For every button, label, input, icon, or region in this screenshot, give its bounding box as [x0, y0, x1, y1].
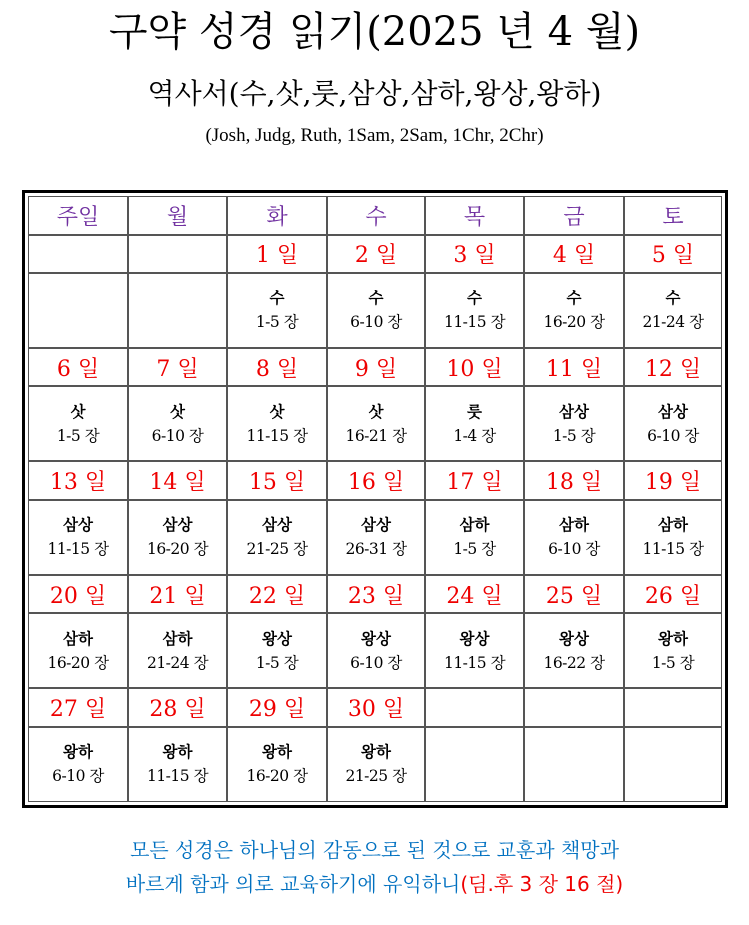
- reading-cell: [128, 273, 227, 348]
- weekday-header: 목: [425, 196, 524, 235]
- reading-book: 삼상: [658, 401, 688, 421]
- reading-book: 왕하: [361, 742, 391, 762]
- verse-reference: (딤.후 3 장 16 절): [460, 872, 624, 896]
- reading-cell: [524, 273, 624, 348]
- reading-cell: [425, 613, 524, 688]
- reading-chapters: 16-21 장: [345, 426, 407, 445]
- date-cell: [28, 235, 128, 274]
- reading-cell: [524, 500, 624, 575]
- reading-book: 왕하: [658, 628, 688, 648]
- reading-book: 왕상: [559, 628, 589, 648]
- reading-book: 수: [665, 288, 681, 308]
- date-cell: 24 일: [425, 575, 524, 614]
- reading-chapters: 16-20 장: [146, 540, 209, 559]
- reading-cell: [425, 727, 524, 802]
- reading-chapters: 6-10 장: [350, 653, 402, 672]
- reading-row: [28, 613, 722, 688]
- verse-line-2: [0, 868, 749, 901]
- reading-chapters: 1-5 장: [552, 426, 596, 445]
- reading-chapters: 21-25 장: [246, 540, 308, 559]
- reading-cell: [227, 613, 327, 688]
- date-cell: 10 일: [425, 348, 524, 387]
- date-cell: 30 일: [327, 688, 425, 727]
- reading-cell: [28, 273, 128, 348]
- date-cell: [524, 688, 624, 727]
- weekday-header: 주일: [28, 196, 128, 235]
- reading-book: 룻: [467, 401, 482, 421]
- reading-chapters: 11-15 장: [642, 540, 704, 559]
- reading-cell: [624, 273, 722, 348]
- reading-chapters: 1-5 장: [255, 313, 299, 332]
- reading-chapters: 1-4 장: [453, 426, 496, 445]
- reading-book: 삿: [70, 401, 86, 421]
- date-cell: [624, 688, 722, 727]
- reading-chapters: 21-25 장: [345, 767, 407, 786]
- weekday-header-row: [28, 196, 722, 235]
- reading-cell: [128, 386, 227, 461]
- date-cell: 9 일: [327, 348, 425, 387]
- date-cell: 12 일: [624, 348, 722, 387]
- reading-chapters: 21-24 장: [642, 313, 704, 332]
- reading-book: 수: [566, 288, 582, 308]
- date-cell: 8 일: [227, 348, 327, 387]
- reading-chapters: 6-10 장: [647, 426, 699, 445]
- calendar-body: [28, 196, 722, 802]
- reading-chapters: 16-20 장: [47, 653, 109, 672]
- reading-chapters: 1-5 장: [651, 653, 695, 672]
- verse-line-1: 모든 성경은 하나님의 감동으로 된 것으로 교훈과 책망과: [130, 838, 619, 862]
- reading-cell: [327, 386, 425, 461]
- reading-chapters: 16-22 장: [543, 653, 605, 672]
- reading-cell: [524, 727, 624, 802]
- reading-book: 왕상: [361, 628, 391, 648]
- reading-book: 삼하: [559, 515, 589, 535]
- weekday-header: 화: [227, 196, 327, 235]
- reading-chapters: 11-15 장: [146, 767, 209, 786]
- reading-cell: [425, 386, 524, 461]
- date-cell: 14 일: [128, 461, 227, 500]
- page-title: 구약 성경 읽기(2025 년 4 월): [108, 9, 641, 55]
- reading-cell: [227, 727, 327, 802]
- date-cell: 6 일: [28, 348, 128, 387]
- date-cell: 16 일: [327, 461, 425, 500]
- reading-book: 삼하: [658, 515, 688, 535]
- reading-chapters: 1-5 장: [453, 540, 496, 559]
- reading-cell: [425, 273, 524, 348]
- reading-book: 삼상: [262, 515, 292, 535]
- date-cell: 23 일: [327, 575, 425, 614]
- reading-chapters: 11-15 장: [443, 313, 506, 332]
- reading-chapters: 6-10 장: [548, 540, 600, 559]
- reading-book: 수: [467, 288, 482, 308]
- reading-chapters: 26-31 장: [345, 540, 407, 559]
- date-cell: 11 일: [524, 348, 624, 387]
- date-cell: 27 일: [28, 688, 128, 727]
- weekday-header: 토: [624, 196, 722, 235]
- reading-book: 삼상: [63, 515, 93, 535]
- date-cell: 15 일: [227, 461, 327, 500]
- reading-book: 삿: [368, 401, 384, 421]
- reading-book: 삼상: [162, 515, 193, 535]
- date-cell: 4 일: [524, 235, 624, 274]
- reading-chapters: 6-10 장: [151, 426, 204, 445]
- date-cell: 19 일: [624, 461, 722, 500]
- reading-book: 왕상: [262, 628, 292, 648]
- reading-row: [28, 386, 722, 461]
- date-cell: 17 일: [425, 461, 524, 500]
- reading-book: 왕하: [262, 742, 292, 762]
- reading-book: 삿: [170, 401, 185, 421]
- reading-cell: [128, 500, 227, 575]
- reading-calendar: [28, 196, 722, 802]
- reading-cell: [624, 500, 722, 575]
- reading-cell: [524, 613, 624, 688]
- date-cell: 5 일: [624, 235, 722, 274]
- reading-book: 왕하: [162, 742, 193, 762]
- reading-cell: [28, 613, 128, 688]
- date-cell: 29 일: [227, 688, 327, 727]
- reading-chapters: 11-15 장: [246, 426, 308, 445]
- reading-chapters: 6-10 장: [350, 313, 402, 332]
- page-subtitle: 역사서(수,삿,룻,삼상,삼하,왕상,왕하): [147, 77, 602, 110]
- date-cell: 2 일: [327, 235, 425, 274]
- reading-cell: [524, 386, 624, 461]
- calendar-frame: [22, 190, 728, 808]
- reading-chapters: 1-5 장: [56, 426, 100, 445]
- date-cell: 28 일: [128, 688, 227, 727]
- reading-chapters: 16-20 장: [246, 767, 308, 786]
- date-row: [28, 461, 722, 500]
- reading-book: 삼하: [63, 628, 93, 648]
- date-row: [28, 575, 722, 614]
- reading-book: 삿: [269, 401, 285, 421]
- books-english: (Josh, Judg, Ruth, 1Sam, 2Sam, 1Chr, 2Chr): [205, 125, 544, 146]
- reading-cell: [327, 613, 425, 688]
- reading-cell: [425, 500, 524, 575]
- reading-cell: [28, 386, 128, 461]
- reading-cell: [327, 727, 425, 802]
- reading-cell: [227, 386, 327, 461]
- reading-chapters: 6-10 장: [52, 767, 104, 786]
- reading-cell: [327, 500, 425, 575]
- reading-cell: [327, 273, 425, 348]
- date-cell: 3 일: [425, 235, 524, 274]
- date-cell: 7 일: [128, 348, 227, 387]
- reading-chapters: 21-24 장: [146, 653, 209, 672]
- date-cell: [425, 688, 524, 727]
- reading-cell: [624, 727, 722, 802]
- reading-chapters: 11-15 장: [443, 653, 506, 672]
- date-cell: 18 일: [524, 461, 624, 500]
- reading-cell: [128, 727, 227, 802]
- weekday-header: 금: [524, 196, 624, 235]
- date-cell: 22 일: [227, 575, 327, 614]
- date-cell: 13 일: [28, 461, 128, 500]
- weekday-header: 월: [128, 196, 227, 235]
- reading-chapters: 11-15 장: [47, 540, 109, 559]
- reading-book: 삼하: [459, 515, 490, 535]
- verse-text: 바르게 함과 의로 교육하기에 유익하니: [125, 872, 461, 896]
- weekday-header: 수: [327, 196, 425, 235]
- reading-cell: [227, 500, 327, 575]
- reading-book: 삼하: [162, 628, 193, 648]
- reading-book: 수: [368, 288, 384, 308]
- reading-book: 수: [269, 288, 285, 308]
- date-cell: 21 일: [128, 575, 227, 614]
- date-cell: [128, 235, 227, 274]
- reading-cell: [28, 500, 128, 575]
- reading-row: [28, 273, 722, 348]
- date-cell: 25 일: [524, 575, 624, 614]
- reading-book: 왕상: [459, 628, 490, 648]
- date-cell: 1 일: [227, 235, 327, 274]
- reading-cell: [28, 727, 128, 802]
- date-row: [28, 688, 722, 727]
- reading-chapters: 16-20 장: [543, 313, 605, 332]
- reading-book: 왕하: [63, 742, 93, 762]
- reading-book: 삼상: [361, 515, 391, 535]
- date-cell: 20 일: [28, 575, 128, 614]
- date-cell: 26 일: [624, 575, 722, 614]
- reading-cell: [128, 613, 227, 688]
- reading-book: 삼상: [559, 401, 589, 421]
- reading-cell: [227, 273, 327, 348]
- date-row: [28, 235, 722, 274]
- date-row: [28, 348, 722, 387]
- reading-chapters: 1-5 장: [255, 653, 299, 672]
- reading-row: [28, 500, 722, 575]
- reading-cell: [624, 386, 722, 461]
- reading-cell: [624, 613, 722, 688]
- reading-row: [28, 727, 722, 802]
